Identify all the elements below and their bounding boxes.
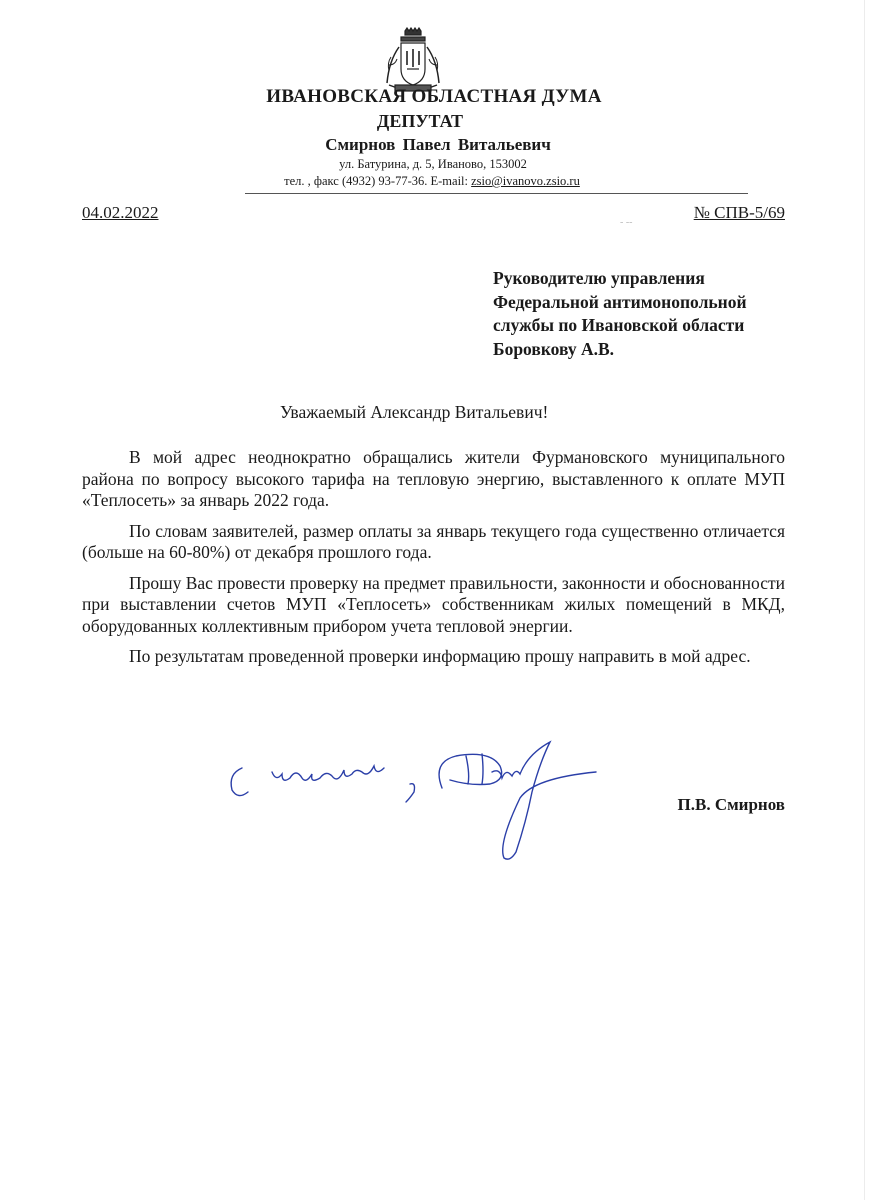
deputy-title: ДЕПУТАТ [376,111,464,131]
scan-edge [864,0,865,1200]
coat-of-arms-icon [383,27,443,93]
body-paragraph: Прошу Вас провести проверку на предмет правильности, законности и обоснованности при выставлении счетов МУП «Теплосеть» собственникам жилых помещений в МКД, оборудованных коллективным прибором учета тепловой энергии. [82,572,785,636]
addressee-block [493,267,747,361]
addressee-line: Федеральной антимонопольной [493,291,747,312]
organization-title: ИВАНОВСКАЯ ОБЛАСТНАЯ ДУМА [266,86,602,107]
scan-speck: ‐ ‐‐ [620,217,633,228]
deputy-name: Смирнов Павел Витальевич [325,135,551,154]
phone-fax: тел. , факс (4932) 93-77-36. E-mail: [284,174,472,188]
email-link[interactable]: zsio@ivanovo.zsio.ru [471,174,580,188]
body-paragraph: В мой адрес неоднократно обращались жители Фурмановского муниципального района по вопросу высокого тарифа на тепловую энергию, выставленного к оплате МУП «Теплосеть» за январь 2022 года. [82,447,785,510]
signer-name: П.В. Смирнов [677,795,785,814]
letter-date: 04.02.2022 [82,203,159,222]
addressee-line: Руководителю управления [493,268,705,288]
letter-number: № СПВ-5/69 [693,203,785,222]
contacts-line [284,174,580,189]
addressee-line: Боровкову А.В. [493,338,615,359]
postal-address: ул. Батурина, д. 5, Иваново, 153002 [339,157,527,171]
letter-body [82,447,785,677]
addressee-line: службы по Ивановской области [493,315,745,335]
body-paragraph: По словам заявителей, размер оплаты за январь текущего года существенно отличается (больше на 60-80%) от декабря прошлого года. [82,520,785,562]
body-paragraph: По результатам проведенной проверки информацию прошу направить в мой адрес. [129,646,751,666]
salutation: Уважаемый Александр Витальевич! [280,402,549,422]
header-divider [245,193,748,194]
handwritten-signature [220,728,620,878]
